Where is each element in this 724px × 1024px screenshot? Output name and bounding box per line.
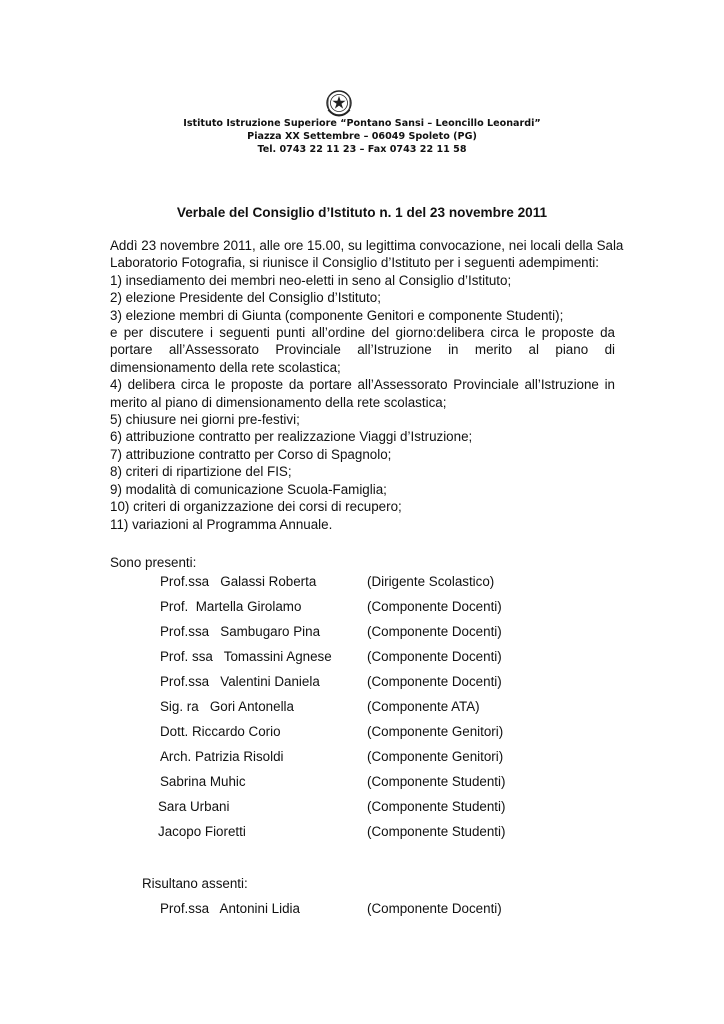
- republic-emblem-icon: [325, 88, 353, 118]
- member-role: (Dirigente Scolastico): [367, 574, 495, 589]
- absent-label: Risultano assenti:: [142, 876, 248, 891]
- agenda-item: 9) modalità di comunicazione Scuola-Famiglia;: [110, 481, 387, 497]
- member-name: Prof.ssa Valentini Daniela: [160, 674, 320, 689]
- member-role: (Componente Docenti): [367, 599, 502, 614]
- member-role: (Componente Studenti): [367, 774, 506, 789]
- agenda-item: 11) variazioni al Programma Annuale.: [110, 516, 333, 532]
- member-name: Prof.ssa Sambugaro Pina: [160, 624, 321, 639]
- member-name: Sabrina Muhic: [160, 774, 246, 789]
- member-name: Prof. ssa Tomassini Agnese: [160, 649, 332, 664]
- agenda-item: 5) chiusure nei giorni pre-festivi;: [110, 412, 300, 428]
- member-role: (Componente Studenti): [367, 824, 506, 839]
- member-name: Arch. Patrizia Risoldi: [160, 749, 284, 764]
- document-body: [110, 237, 624, 533]
- member-name: Prof. Martella Girolamo: [160, 599, 302, 614]
- agenda-item: 7) attribuzione contratto per Corso di Spagnolo;: [110, 446, 392, 462]
- intro-line: Laboratorio Fotografia, si riunisce il Consiglio d’Istituto per i seguenti adempimenti:: [110, 255, 600, 271]
- member-name: Jacopo Fioretti: [158, 824, 246, 839]
- member-role: (Componente Genitori): [367, 749, 504, 764]
- member-name: Prof.ssa Galassi Roberta: [160, 574, 317, 589]
- member-name: Sig. ra Gori Antonella: [160, 699, 294, 714]
- institute-address: Piazza XX Settembre – 06049 Spoleto (PG): [247, 131, 477, 142]
- letterhead: [0, 117, 724, 156]
- task-item: 3) elezione membri di Giunta (componente Genitori e componente Studenti);: [110, 307, 564, 323]
- agenda-item: 10) criteri di organizzazione dei corsi di recupero;: [110, 499, 402, 515]
- institute-name: Istituto Istruzione Superiore “Pontano Sansi – Leoncillo Leonardi”: [183, 118, 541, 129]
- member-role: (Componente Docenti): [367, 901, 502, 916]
- member-role: (Componente Docenti): [367, 674, 502, 689]
- member-role: (Componente Docenti): [367, 624, 502, 639]
- member-name: Sara Urbani: [158, 799, 230, 814]
- agenda-intro: e per discutere i seguenti punti all’ordine del giorno:delibera circa le proposte da portare all’Assessorato Provinciale all’Istruzione in merito al piano di dimensionamento della rete scolastica;: [110, 325, 615, 375]
- agenda-item: 6) attribuzione contratto per realizzazione Viaggi d’Istruzione;: [110, 429, 473, 445]
- institute-phone: Tel. 0743 22 11 23 – Fax 0743 22 11 58: [257, 144, 467, 155]
- member-role: (Componente ATA): [367, 699, 480, 714]
- member-name: Prof.ssa Antonini Lidia: [160, 901, 300, 916]
- member-role: (Componente Docenti): [367, 649, 502, 664]
- task-item: 2) elezione Presidente del Consiglio d’Istituto;: [110, 290, 381, 306]
- agenda-item: 8) criteri di ripartizione del FIS;: [110, 464, 292, 480]
- document-title: Verbale del Consiglio d’Istituto n. 1 del 23 novembre 2011: [176, 205, 548, 220]
- intro-line: Addì 23 novembre 2011, alle ore 15.00, su legittima convocazione, nei locali della Sala: [110, 238, 624, 253]
- member-role: (Componente Genitori): [367, 724, 504, 739]
- task-item: 1) insediamento dei membri neo-eletti in seno al Consiglio d’Istituto;: [110, 272, 512, 288]
- member-role: (Componente Studenti): [367, 799, 506, 814]
- member-name: Dott. Riccardo Corio: [160, 724, 281, 739]
- agenda-item: 4) delibera circa le proposte da portare all’Assessorato Provinciale all’Istruzione in merito al piano di dimensionamento della rete scolastica;: [110, 377, 615, 410]
- present-label: Sono presenti:: [110, 555, 197, 570]
